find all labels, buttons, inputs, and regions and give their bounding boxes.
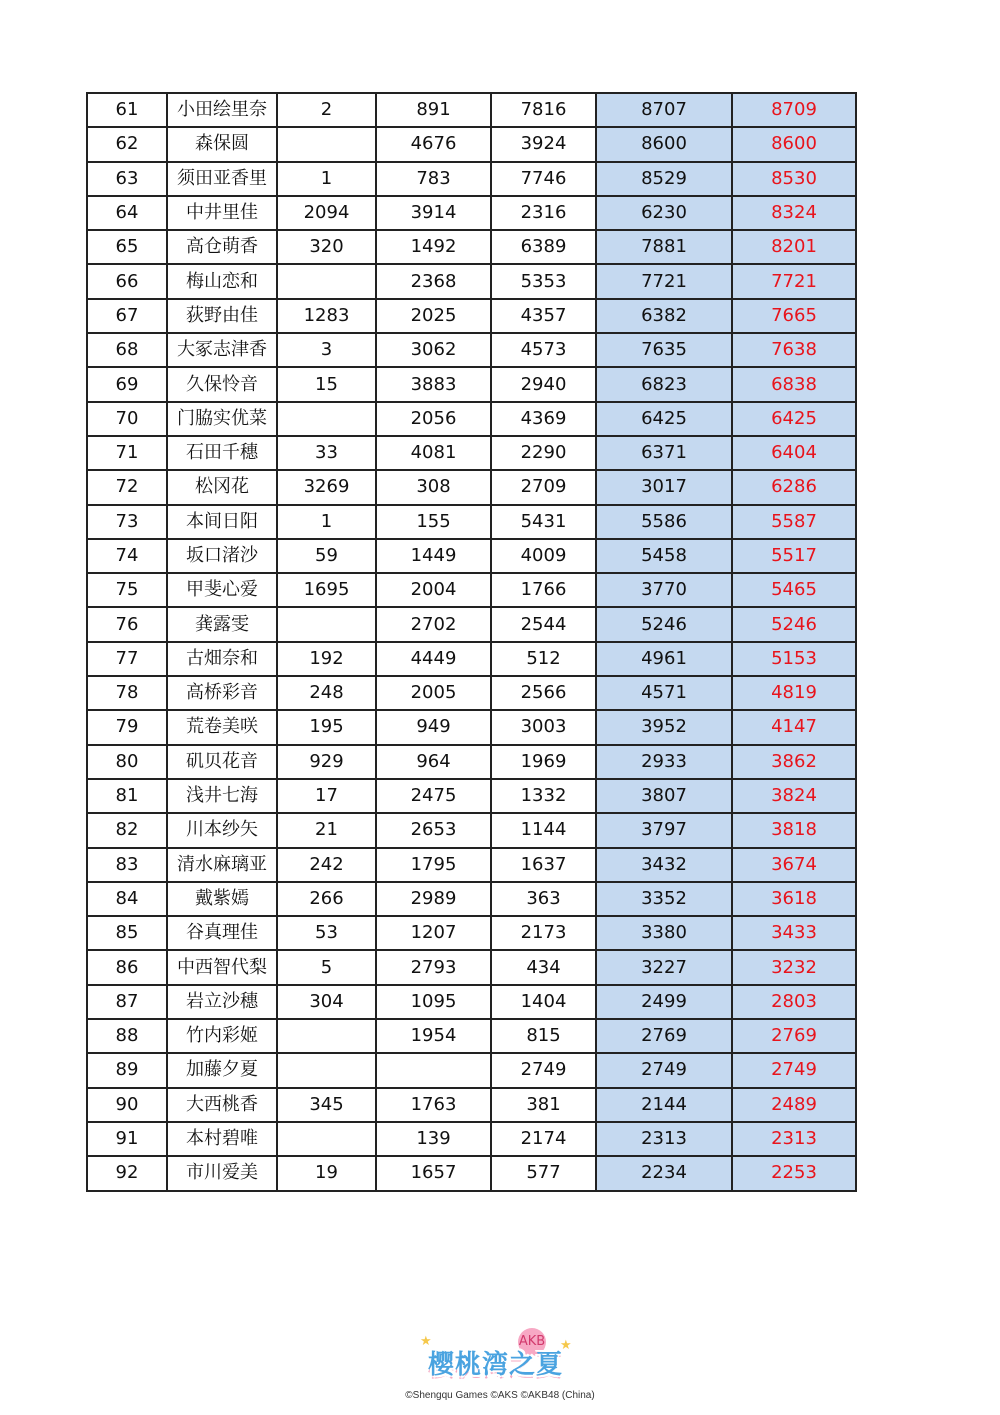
value-c-cell: 4357	[491, 299, 596, 333]
value-b-cell: 2056	[376, 402, 491, 436]
value-b-cell: 2005	[376, 676, 491, 710]
value-c-cell: 4009	[491, 539, 596, 573]
value-b-cell: 2989	[376, 882, 491, 916]
value-a-cell	[277, 264, 376, 298]
total-cell: 8600	[732, 127, 856, 161]
value-b-cell: 3914	[376, 196, 491, 230]
table-row	[87, 916, 856, 950]
rank-cell: 71	[87, 436, 167, 470]
subtotal-cell: 5586	[596, 505, 732, 539]
value-a-cell: 2094	[277, 196, 376, 230]
game-logo	[420, 1328, 580, 1388]
subtotal-cell: 2144	[596, 1088, 732, 1122]
value-a-cell: 248	[277, 676, 376, 710]
subtotal-cell: 4571	[596, 676, 732, 710]
value-a-cell	[277, 1053, 376, 1087]
name-cell: 门脇实优菜	[167, 402, 277, 436]
value-a-cell: 15	[277, 367, 376, 401]
star-icon: ★	[420, 1334, 432, 1349]
value-a-cell: 195	[277, 710, 376, 744]
table-row	[87, 1088, 856, 1122]
name-cell: 荒卷美咲	[167, 710, 277, 744]
table-row	[87, 505, 856, 539]
value-c-cell: 2290	[491, 436, 596, 470]
ranking-table	[86, 92, 857, 1192]
value-b-cell: 1954	[376, 1019, 491, 1053]
value-c-cell: 3003	[491, 710, 596, 744]
value-c-cell: 434	[491, 950, 596, 984]
value-b-cell: 2793	[376, 950, 491, 984]
total-cell: 4819	[732, 676, 856, 710]
value-b-cell: 3062	[376, 333, 491, 367]
value-a-cell	[277, 607, 376, 641]
rank-cell: 68	[87, 333, 167, 367]
subtotal-cell: 2749	[596, 1053, 732, 1087]
name-cell: 戴紫嫣	[167, 882, 277, 916]
value-b-cell: 1449	[376, 539, 491, 573]
name-cell: 大冢志津香	[167, 333, 277, 367]
subtotal-cell: 6371	[596, 436, 732, 470]
rank-cell: 88	[87, 1019, 167, 1053]
value-c-cell: 363	[491, 882, 596, 916]
rank-cell: 81	[87, 779, 167, 813]
value-a-cell	[277, 1019, 376, 1053]
rank-cell: 79	[87, 710, 167, 744]
value-b-cell: 1095	[376, 985, 491, 1019]
total-cell: 2253	[732, 1156, 856, 1190]
rank-cell: 83	[87, 848, 167, 882]
subtotal-cell: 3017	[596, 470, 732, 504]
value-a-cell: 1	[277, 505, 376, 539]
table-row	[87, 402, 856, 436]
name-cell: 本间日阳	[167, 505, 277, 539]
value-b-cell: 964	[376, 745, 491, 779]
value-c-cell: 2709	[491, 470, 596, 504]
value-b-cell: 4449	[376, 642, 491, 676]
name-cell: 清水麻璃亚	[167, 848, 277, 882]
table-row	[87, 230, 856, 264]
total-cell: 8324	[732, 196, 856, 230]
value-c-cell: 815	[491, 1019, 596, 1053]
total-cell: 2769	[732, 1019, 856, 1053]
total-cell: 6286	[732, 470, 856, 504]
subtotal-cell: 3952	[596, 710, 732, 744]
subtotal-cell: 5458	[596, 539, 732, 573]
rank-cell: 76	[87, 607, 167, 641]
rank-cell: 67	[87, 299, 167, 333]
subtotal-cell: 3807	[596, 779, 732, 813]
name-cell: 川本纱矢	[167, 813, 277, 847]
table-row	[87, 162, 856, 196]
rank-cell: 82	[87, 813, 167, 847]
value-c-cell: 7816	[491, 93, 596, 127]
value-a-cell: 17	[277, 779, 376, 813]
value-b-cell: 2368	[376, 264, 491, 298]
value-a-cell: 21	[277, 813, 376, 847]
subtotal-cell: 6382	[596, 299, 732, 333]
rank-cell: 77	[87, 642, 167, 676]
subtotal-cell: 7721	[596, 264, 732, 298]
total-cell: 8530	[732, 162, 856, 196]
copyright-text: ©Shengqu Games ©AKS ©AKB48 (China)	[405, 1390, 595, 1401]
table-row	[87, 436, 856, 470]
value-c-cell: 2174	[491, 1122, 596, 1156]
subtotal-cell: 7635	[596, 333, 732, 367]
table-row	[87, 299, 856, 333]
table-row	[87, 950, 856, 984]
rank-cell: 84	[87, 882, 167, 916]
table-row	[87, 127, 856, 161]
total-cell: 3862	[732, 745, 856, 779]
total-cell: 4147	[732, 710, 856, 744]
table-row	[87, 196, 856, 230]
star-icon: ★	[560, 1338, 572, 1353]
name-cell: 矶贝花音	[167, 745, 277, 779]
name-cell: 古畑奈和	[167, 642, 277, 676]
value-b-cell: 308	[376, 470, 491, 504]
subtotal-cell: 3432	[596, 848, 732, 882]
footer-logo	[0, 1328, 1000, 1392]
rank-cell: 80	[87, 745, 167, 779]
rank-cell: 72	[87, 470, 167, 504]
subtotal-cell: 2313	[596, 1122, 732, 1156]
value-c-cell: 381	[491, 1088, 596, 1122]
total-cell: 5587	[732, 505, 856, 539]
value-b-cell: 155	[376, 505, 491, 539]
name-cell: 中西智代梨	[167, 950, 277, 984]
name-cell: 荻野由佳	[167, 299, 277, 333]
total-cell: 7721	[732, 264, 856, 298]
rank-cell: 64	[87, 196, 167, 230]
rank-cell: 74	[87, 539, 167, 573]
value-a-cell: 320	[277, 230, 376, 264]
subtotal-cell: 2234	[596, 1156, 732, 1190]
value-c-cell: 2316	[491, 196, 596, 230]
rank-cell: 75	[87, 573, 167, 607]
name-cell: 高桥彩音	[167, 676, 277, 710]
subtotal-cell: 8529	[596, 162, 732, 196]
value-a-cell	[277, 402, 376, 436]
subtotal-cell: 3770	[596, 573, 732, 607]
value-a-cell: 192	[277, 642, 376, 676]
value-b-cell: 2004	[376, 573, 491, 607]
table-row	[87, 848, 856, 882]
name-cell: 森保圆	[167, 127, 277, 161]
value-c-cell: 7746	[491, 162, 596, 196]
value-b-cell: 1763	[376, 1088, 491, 1122]
subtotal-cell: 8600	[596, 127, 732, 161]
value-b-cell: 1207	[376, 916, 491, 950]
value-b-cell	[376, 1053, 491, 1087]
table-row	[87, 710, 856, 744]
value-b-cell: 2702	[376, 607, 491, 641]
value-a-cell	[277, 127, 376, 161]
table-row	[87, 1122, 856, 1156]
table-row	[87, 745, 856, 779]
total-cell: 8201	[732, 230, 856, 264]
subtotal-cell: 6425	[596, 402, 732, 436]
name-cell: 甲斐心爱	[167, 573, 277, 607]
value-c-cell: 1637	[491, 848, 596, 882]
total-cell: 6838	[732, 367, 856, 401]
total-cell: 5465	[732, 573, 856, 607]
total-cell: 3232	[732, 950, 856, 984]
name-cell: 龚露雯	[167, 607, 277, 641]
value-c-cell: 1404	[491, 985, 596, 1019]
value-a-cell: 1283	[277, 299, 376, 333]
name-cell: 竹内彩姬	[167, 1019, 277, 1053]
name-cell: 梅山恋和	[167, 264, 277, 298]
value-b-cell: 1795	[376, 848, 491, 882]
table-row	[87, 539, 856, 573]
subtotal-cell: 3352	[596, 882, 732, 916]
value-b-cell: 3883	[376, 367, 491, 401]
value-c-cell: 5431	[491, 505, 596, 539]
value-b-cell: 2475	[376, 779, 491, 813]
value-c-cell: 1144	[491, 813, 596, 847]
value-a-cell: 242	[277, 848, 376, 882]
value-c-cell: 577	[491, 1156, 596, 1190]
value-b-cell: 1657	[376, 1156, 491, 1190]
name-cell: 小田绘里奈	[167, 93, 277, 127]
value-a-cell: 345	[277, 1088, 376, 1122]
value-b-cell: 2025	[376, 299, 491, 333]
name-cell: 浅井七海	[167, 779, 277, 813]
subtotal-cell: 8707	[596, 93, 732, 127]
value-a-cell: 53	[277, 916, 376, 950]
value-c-cell: 2544	[491, 607, 596, 641]
total-cell: 7638	[732, 333, 856, 367]
value-c-cell: 2173	[491, 916, 596, 950]
table-row	[87, 642, 856, 676]
name-cell: 坂口渚沙	[167, 539, 277, 573]
value-b-cell: 2653	[376, 813, 491, 847]
name-cell: 须田亚香里	[167, 162, 277, 196]
value-a-cell: 3269	[277, 470, 376, 504]
table-row	[87, 813, 856, 847]
rank-cell: 66	[87, 264, 167, 298]
total-cell: 3433	[732, 916, 856, 950]
value-c-cell: 1766	[491, 573, 596, 607]
total-cell: 6425	[732, 402, 856, 436]
value-a-cell: 5	[277, 950, 376, 984]
value-a-cell: 59	[277, 539, 376, 573]
rank-cell: 92	[87, 1156, 167, 1190]
subtotal-cell: 4961	[596, 642, 732, 676]
total-cell: 3824	[732, 779, 856, 813]
table-row	[87, 470, 856, 504]
name-cell: 加藤夕夏	[167, 1053, 277, 1087]
rank-cell: 62	[87, 127, 167, 161]
total-cell: 5246	[732, 607, 856, 641]
name-cell: 本村碧唯	[167, 1122, 277, 1156]
total-cell: 2313	[732, 1122, 856, 1156]
table-row	[87, 1053, 856, 1087]
rank-cell: 61	[87, 93, 167, 127]
value-b-cell: 783	[376, 162, 491, 196]
value-a-cell: 304	[277, 985, 376, 1019]
name-cell: 中井里佳	[167, 196, 277, 230]
rank-cell: 63	[87, 162, 167, 196]
value-b-cell: 949	[376, 710, 491, 744]
total-cell: 6404	[732, 436, 856, 470]
rank-cell: 86	[87, 950, 167, 984]
value-a-cell: 929	[277, 745, 376, 779]
name-cell: 久保怜音	[167, 367, 277, 401]
value-c-cell: 2566	[491, 676, 596, 710]
total-cell: 5153	[732, 642, 856, 676]
value-c-cell: 5353	[491, 264, 596, 298]
rank-cell: 85	[87, 916, 167, 950]
subtotal-cell: 2933	[596, 745, 732, 779]
table-row	[87, 573, 856, 607]
rank-cell: 73	[87, 505, 167, 539]
table-row	[87, 264, 856, 298]
table-row	[87, 1156, 856, 1190]
subtotal-cell: 5246	[596, 607, 732, 641]
total-cell: 5517	[732, 539, 856, 573]
subtotal-cell: 6230	[596, 196, 732, 230]
name-cell: 岩立沙穗	[167, 985, 277, 1019]
rank-cell: 78	[87, 676, 167, 710]
table-row	[87, 93, 856, 127]
subtotal-cell: 6823	[596, 367, 732, 401]
rank-cell: 69	[87, 367, 167, 401]
value-c-cell: 3924	[491, 127, 596, 161]
name-cell: 高仓萌香	[167, 230, 277, 264]
value-c-cell: 2940	[491, 367, 596, 401]
total-cell: 8709	[732, 93, 856, 127]
value-b-cell: 139	[376, 1122, 491, 1156]
value-c-cell: 4369	[491, 402, 596, 436]
value-c-cell: 1969	[491, 745, 596, 779]
subtotal-cell: 3380	[596, 916, 732, 950]
rank-cell: 91	[87, 1122, 167, 1156]
value-a-cell: 1695	[277, 573, 376, 607]
name-cell: 大西桃香	[167, 1088, 277, 1122]
rank-cell: 90	[87, 1088, 167, 1122]
logo-badge: AKB	[518, 1328, 546, 1356]
rank-cell: 87	[87, 985, 167, 1019]
value-a-cell	[277, 1122, 376, 1156]
value-a-cell: 3	[277, 333, 376, 367]
table-row	[87, 985, 856, 1019]
logo-title: 樱桃湾之夏	[428, 1350, 564, 1380]
total-cell: 3674	[732, 848, 856, 882]
total-cell: 2489	[732, 1088, 856, 1122]
subtotal-cell: 3797	[596, 813, 732, 847]
name-cell: 谷真理佳	[167, 916, 277, 950]
table-row	[87, 882, 856, 916]
table-row	[87, 333, 856, 367]
total-cell: 7665	[732, 299, 856, 333]
value-c-cell: 2749	[491, 1053, 596, 1087]
value-a-cell: 2	[277, 93, 376, 127]
table-row	[87, 607, 856, 641]
value-a-cell: 33	[277, 436, 376, 470]
total-cell: 3818	[732, 813, 856, 847]
value-a-cell: 266	[277, 882, 376, 916]
table-row	[87, 1019, 856, 1053]
table-row	[87, 367, 856, 401]
total-cell: 2749	[732, 1053, 856, 1087]
subtotal-cell: 7881	[596, 230, 732, 264]
rank-cell: 89	[87, 1053, 167, 1087]
subtotal-cell: 2769	[596, 1019, 732, 1053]
total-cell: 2803	[732, 985, 856, 1019]
value-c-cell: 4573	[491, 333, 596, 367]
ranking-table-body	[87, 93, 856, 1191]
value-c-cell: 1332	[491, 779, 596, 813]
table-row	[87, 779, 856, 813]
rank-cell: 65	[87, 230, 167, 264]
value-b-cell: 4081	[376, 436, 491, 470]
name-cell: 市川爱美	[167, 1156, 277, 1190]
value-b-cell: 891	[376, 93, 491, 127]
value-a-cell: 19	[277, 1156, 376, 1190]
subtotal-cell: 3227	[596, 950, 732, 984]
name-cell: 石田千穗	[167, 436, 277, 470]
rank-cell: 70	[87, 402, 167, 436]
total-cell: 3618	[732, 882, 856, 916]
table-row	[87, 676, 856, 710]
value-c-cell: 6389	[491, 230, 596, 264]
value-b-cell: 4676	[376, 127, 491, 161]
subtotal-cell: 2499	[596, 985, 732, 1019]
value-b-cell: 1492	[376, 230, 491, 264]
name-cell: 松冈花	[167, 470, 277, 504]
value-a-cell: 1	[277, 162, 376, 196]
value-c-cell: 512	[491, 642, 596, 676]
